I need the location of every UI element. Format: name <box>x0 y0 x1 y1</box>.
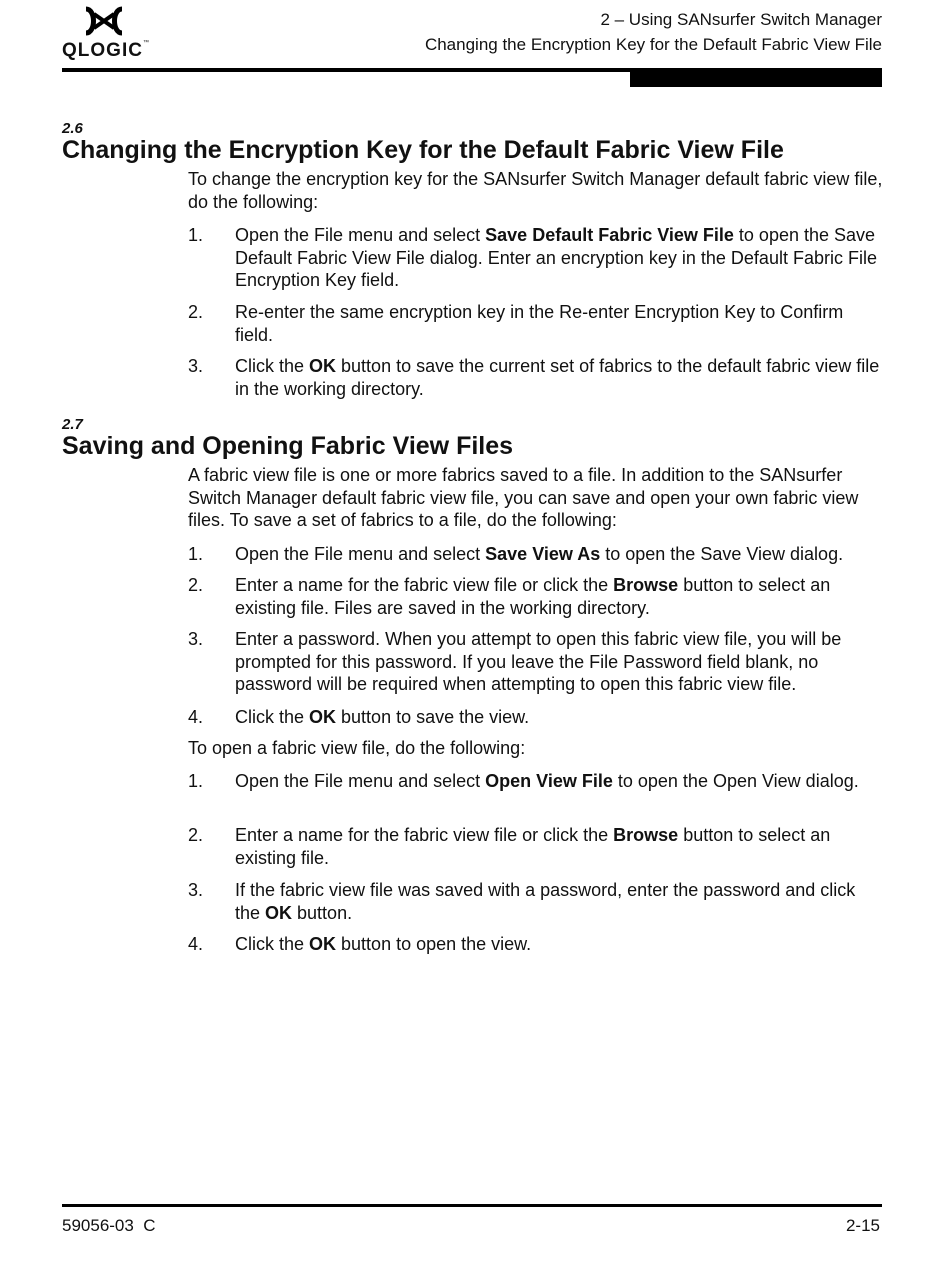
step-number: 2. <box>188 575 204 595</box>
step-text: Click the OK button to open the view. <box>235 934 532 954</box>
section-title-2-6: Changing the Encryption Key for the Default Fabric View File <box>62 136 784 164</box>
qlogic-logo <box>62 6 152 62</box>
step-text: Open the File menu and select Save View As to open the Save View dialog. <box>235 544 844 564</box>
step-number: 1. <box>188 771 204 791</box>
step-number: 2. <box>188 302 204 322</box>
step-text: Click the OK button to save the view. <box>235 707 530 727</box>
logo-text: QLOGIC™ <box>62 40 150 61</box>
step-text: Open the File menu and select Save Default Fabric View File to open the Save Default Fabric View File dialog. Enter an encryption key in the Default Fabric File Encryption Key field. <box>235 225 877 290</box>
step-text: Open the File menu and select Open View File to open the Open View dialog. <box>235 771 859 791</box>
step-text: Enter a name for the fabric view file or click the Browse button to select an existing file. Files are saved in the working directory. <box>235 575 831 618</box>
section-title-2-7: Saving and Opening Fabric View Files <box>62 432 514 460</box>
step-number: 4. <box>188 707 204 727</box>
section-number-2-7: 2.7 <box>62 416 83 433</box>
footer-page-number: 2-15 <box>845 1216 880 1235</box>
step-number: 2. <box>188 825 204 845</box>
section-2-6-intro: To change the encryption key for the SANsurfer Switch Manager default fabric view file, do the following: <box>188 169 883 212</box>
header-chapter: 2 – Using SANsurfer Switch Manager <box>600 10 882 29</box>
qlogic-logo-icon <box>82 6 126 36</box>
step-number: 1. <box>188 225 204 245</box>
header-section: Changing the Encryption Key for the Default Fabric View File <box>424 35 882 54</box>
step-text: Re-enter the same encryption key in the Re-enter Encryption Key to Confirm field. <box>235 302 844 345</box>
footer-doc-id: 59056-03 C <box>62 1216 156 1235</box>
step-number: 3. <box>188 880 204 900</box>
step-text: Enter a password. When you attempt to open this fabric view file, you will be prompted for this password. If you leave the File Password field blank, no password will be required when attempting to open this fabric view file. <box>235 629 842 694</box>
step-number: 3. <box>188 629 204 649</box>
step-number: 1. <box>188 544 204 564</box>
step-text: Click the OK button to save the current set of fabrics to the default fabric view file in the working directory. <box>235 356 880 399</box>
section-number-2-6: 2.6 <box>62 120 83 137</box>
open-intro: To open a fabric view file, do the following: <box>188 738 526 758</box>
step-number: 3. <box>188 356 204 376</box>
section-2-7-intro: A fabric view file is one or more fabrics saved to a file. In addition to the SANsurfer Switch Manager default fabric view file, you can save and open your own fabric view files. To save a set of fabrics to a file, do the following: <box>188 465 859 530</box>
step-number: 4. <box>188 934 204 954</box>
step-text: Enter a name for the fabric view file or click the Browse button to select an existing file. <box>235 825 831 868</box>
footer-rule <box>62 1204 882 1207</box>
step-text: If the fabric view file was saved with a password, enter the password and click the OK button. <box>235 880 856 923</box>
header-tab-bar <box>630 72 882 87</box>
